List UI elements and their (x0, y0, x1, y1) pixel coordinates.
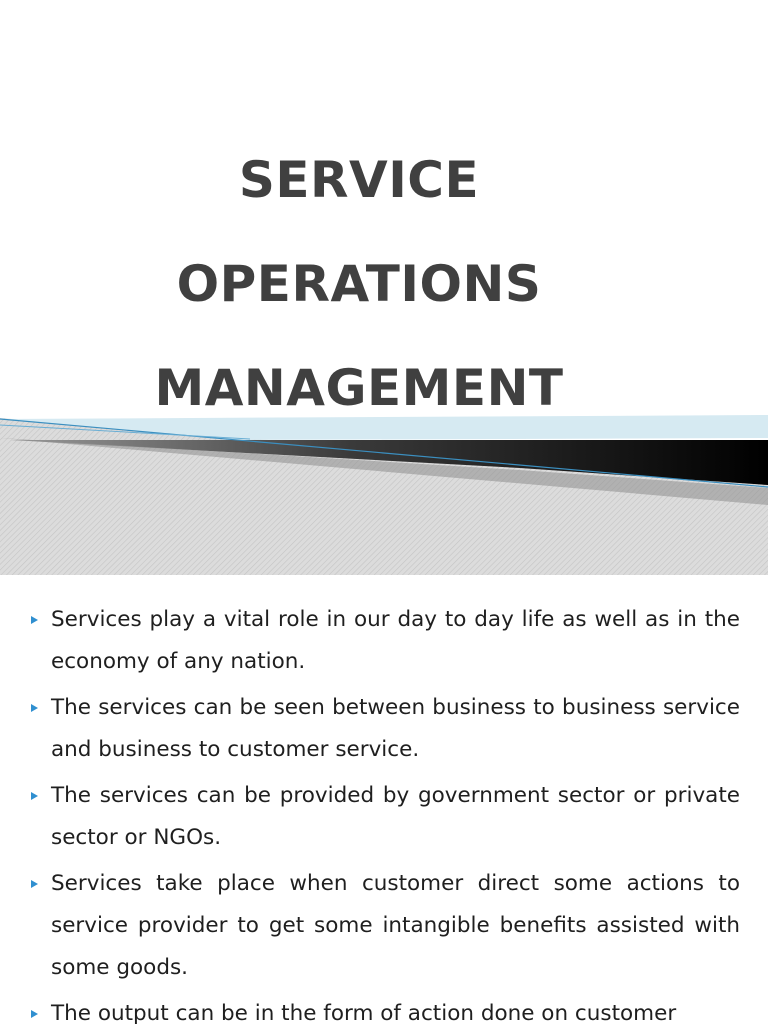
triangle-bullet-icon (31, 704, 38, 712)
list-item (0, 863, 768, 989)
bullet-text: Services play a vital role in our day to day life as well as in the economy of any nation. (51, 607, 740, 674)
list-item (0, 775, 768, 859)
content-slide (0, 575, 768, 1024)
slide-title (0, 128, 718, 440)
triangle-bullet-icon (31, 1010, 38, 1018)
bullet-list (0, 599, 768, 1024)
title-line: OPERATIONS (176, 255, 542, 313)
title-line: SERVICE (238, 151, 480, 209)
triangle-bullet-icon (31, 880, 38, 888)
bullet-text: The services can be provided by government sector or private sector or NGOs. (51, 783, 740, 850)
triangle-bullet-icon (31, 616, 38, 624)
list-item (0, 687, 768, 771)
list-item (0, 993, 768, 1024)
list-item (0, 599, 768, 683)
bullet-text: The output can be in the form of action done on customer (51, 1001, 677, 1024)
triangle-bullet-icon (31, 792, 38, 800)
title-line: MANAGEMENT (154, 359, 564, 417)
bullet-text: The services can be seen between business to business service and business to customer service. (51, 695, 740, 762)
decorative-band (0, 400, 768, 575)
bullet-text: Services take place when customer direct some actions to service provider to get some intangible benefits assisted with some goods. (51, 871, 740, 980)
